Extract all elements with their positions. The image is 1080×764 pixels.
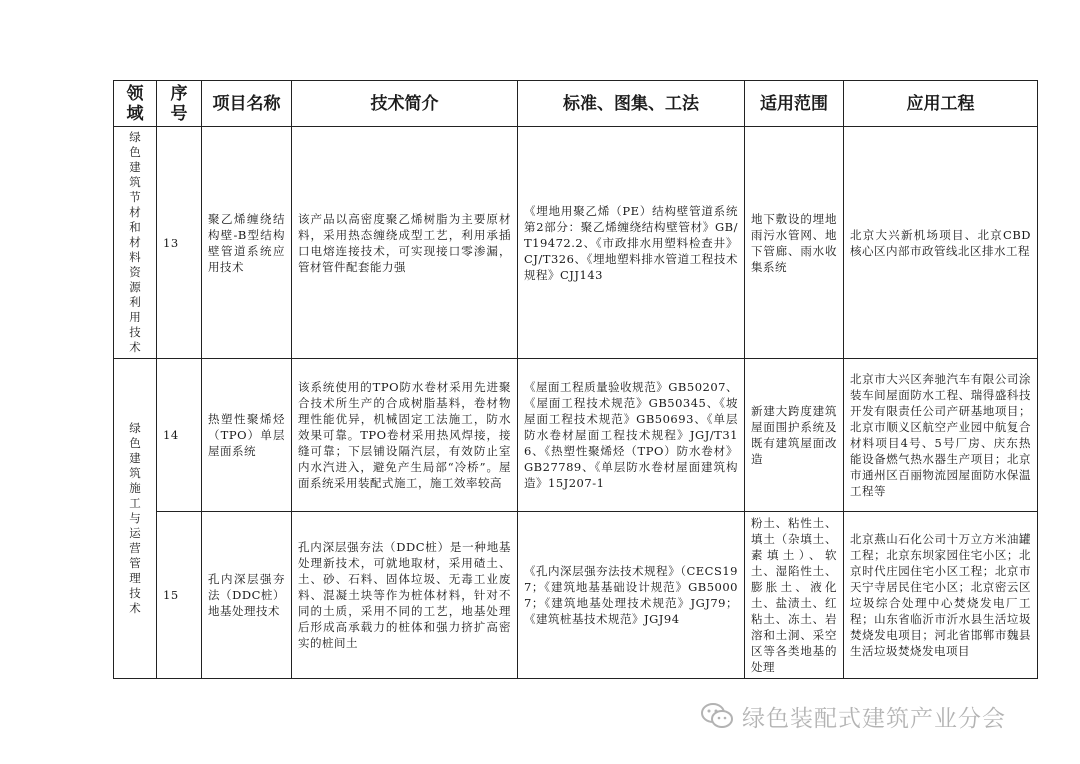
intro-cell: 孔内深层强夯法（DDC桩）是一种地基处理新技术，可就地取材，采用碴土、土、砂、石料、固体垃圾、无毒工业废料、混凝土块等作为桩体材料，针对不同的土质，采用不同的工艺，地基处理后形成高承载力的桩体和强力挤扩高密实的桩间土 <box>292 512 518 679</box>
name-cell: 聚乙烯缠绕结构壁-B型结构壁管道系统应用技术 <box>202 127 292 359</box>
table-header-row <box>114 81 1038 127</box>
projects-cell: 北京市大兴区奔驰汽车有限公司涂装车间屋面防水工程、瑞得盛科技开发有限责任公司产研基地项目；北京市顺义区航空产业园中航复合材料项目4号、5号厂房、庆东热能设备燃气热水器生产项目；北京市通州区百丽物流园屋面防水保温工程等 <box>844 359 1038 512</box>
name-cell: 孔内深层强夯法（DDC桩）地基处理技术 <box>202 512 292 679</box>
header-standards: 标准、图集、工法 <box>518 81 745 127</box>
standards-cell: 《孔内深层强夯法技术规程》（CECS197；《建筑地基基础设计规范》GB50007；《建筑地基处理技术规范》JGJ79；《建筑桩基技术规范》JGJ94 <box>518 512 745 679</box>
table-row <box>114 512 1038 679</box>
domain-cell: 绿色建筑节材和材料资源利用技术 <box>114 127 157 359</box>
header-name: 项目名称 <box>202 81 292 127</box>
table-row <box>114 359 1038 512</box>
table-row <box>114 127 1038 359</box>
scope-cell: 新建大跨度建筑屋面围护系统及既有建筑屋面改造 <box>745 359 844 512</box>
header-seq: 序号 <box>157 81 202 127</box>
standards-cell: 《埋地用聚乙烯（PE）结构壁管道系统第2部分：聚乙烯缠绕结构壁管材》GB/T19472.2、《市政排水用塑料检查井》CJ/T326、《埋地塑料排水管道工程技术规程》CJJ143 <box>518 127 745 359</box>
projects-cell: 北京燕山石化公司十万立方米油罐工程；北京东坝家园住宅小区；北京时代庄园住宅小区工程；北京市天宁寺居民住宅小区；北京密云区垃圾综合处理中心焚烧发电厂工程；山东省临沂市沂水县生活垃圾焚烧发电项目；河北省邯郸市魏县生活垃圾焚烧发电项目 <box>844 512 1038 679</box>
header-domain: 领域 <box>114 81 157 127</box>
watermark <box>700 694 1060 738</box>
projects-cell: 北京大兴新机场项目、北京CBD核心区内部市政管线北区排水工程 <box>844 127 1038 359</box>
scope-cell: 地下敷设的埋地雨污水管网、地下管廊、雨水收集系统 <box>745 127 844 359</box>
watermark-text: 绿色装配式建筑产业分会 <box>742 705 1006 732</box>
standards-cell: 《屋面工程质量验收规范》GB50207、《屋面工程技术规范》GB50345、《坡屋面工程技术规范》GB50693、《单层防水卷材屋面工程技术规程》JGJ/T316、《热塑性聚烯烃（TPO）防水卷材》GB27789、《单层防水卷材屋面建筑构造》15J207-1 <box>518 359 745 512</box>
wechat-icon <box>700 701 734 731</box>
seq-cell: 14 <box>157 359 202 512</box>
seq-cell: 15 <box>157 512 202 679</box>
name-cell: 热塑性聚烯烃（TPO）单层屋面系统 <box>202 359 292 512</box>
seq-cell: 13 <box>157 127 202 359</box>
domain-cell: 绿色建筑施工与运营管理技术 <box>114 359 157 679</box>
technology-table <box>113 80 1038 679</box>
header-projects: 应用工程 <box>844 81 1038 127</box>
intro-cell: 该系统使用的TPO防水卷材采用先进聚合技术所生产的合成树脂基料，卷材物理性能优异，机械固定工法施工，防水效果可靠。TPO卷材采用热风焊接，接缝可靠；下层铺设隔汽层，有效防止室内水汽进入，避免产生局部“冷桥”。屋面系统采用装配式施工，施工效率较高 <box>292 359 518 512</box>
header-scope: 适用范围 <box>745 81 844 127</box>
header-intro: 技术简介 <box>292 81 518 127</box>
scope-cell: 粉土、粘性土、填土（杂填土、素填土）、软土、湿陷性土、膨胀土、液化土、盐渍土、红粘土、冻土、岩溶和土洞、采空区等各类地基的处理 <box>745 512 844 679</box>
intro-cell: 该产品以高密度聚乙烯树脂为主要原材料，采用热态缠绕成型工艺，利用承插口电熔连接技术，可实现接口零渗漏，管材管件配套能力强 <box>292 127 518 359</box>
